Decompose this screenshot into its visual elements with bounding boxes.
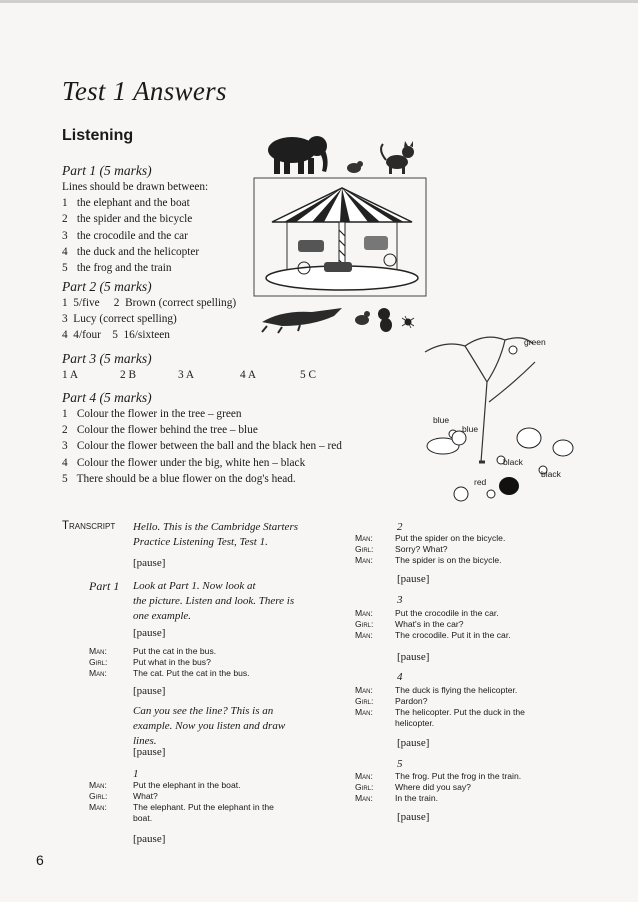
pause: [pause]: [397, 651, 430, 663]
scan-edge: [0, 0, 638, 3]
part1-block: [62, 163, 208, 276]
crocodile-icon: [262, 308, 342, 333]
list-item: 1 the elephant and the boat: [62, 197, 190, 210]
label-blue: blue: [433, 415, 450, 425]
part3-answers: [62, 367, 316, 383]
question-number: 2: [397, 521, 403, 533]
label-blue: blue: [462, 424, 479, 434]
dialogue-q4: Man: The duck is flying the helicopter. Girl: Pardon? Man: The helicopter. Put the duck in the helicopter.: [355, 685, 525, 728]
part1-intro: Lines should be drawn between:: [62, 181, 209, 193]
cat-icon: [381, 141, 414, 174]
part3-answer: 2 B: [120, 369, 137, 381]
list-item: 2 Colour the flower behind the tree – blue: [62, 424, 258, 437]
line-instructions: Can you see the line? This is an example. Now you listen and draw lines.: [133, 705, 286, 747]
label-green: green: [524, 337, 546, 347]
question-number: 4: [397, 671, 403, 683]
dialogue-q2: Man: Put the spider on the bicycle. Girl: Sorry? What? Man: The spider is on the bicycle.: [355, 533, 506, 565]
list-item: 4 Colour the flower under the big, white hen – black: [62, 456, 306, 469]
dialogue-q5: Man: The frog. Put the frog in the train. Girl: Where did you say? Man: In the train.: [355, 771, 522, 803]
section-heading: Listening: [62, 127, 134, 144]
part2-line: 4 4/four 5 16/sixteen: [62, 329, 170, 342]
dialogue-example: Man: Put the cat in the bus. Girl: Put what in the bus? Man: The cat. Put the cat in the bus.: [89, 646, 250, 678]
part1-label: Part 1: [89, 579, 120, 593]
question-number: 1: [133, 768, 139, 780]
list-item: 5 There should be a blue flower on the dog's head.: [62, 472, 296, 485]
dog-icon: [427, 431, 466, 454]
transcript-label: Transcript: [62, 520, 116, 532]
part2-line: 1 5/five 2 Brown (correct spelling): [62, 297, 237, 309]
pause: [pause]: [133, 557, 166, 569]
part2-line: 3 Lucy (correct spelling): [62, 313, 177, 326]
page-number: 6: [36, 852, 44, 868]
page-title: Test 1 Answers: [62, 76, 227, 106]
dialogue-q3: Man: Put the crocodile in the car. Girl: What's in the car? Man: The crocodile. Put it in the car.: [355, 608, 511, 640]
part4-block: [62, 390, 342, 487]
label-black: black: [541, 469, 561, 479]
pause: [pause]: [397, 811, 430, 823]
part4-heading: Part 4 (5 marks): [62, 390, 152, 405]
part1-instructions: Look at Part 1. Now look at the picture. Listen and look. There is one example.: [133, 580, 295, 622]
pause: [pause]: [133, 685, 166, 697]
label-red: red: [474, 477, 487, 487]
part2-block: [62, 279, 236, 344]
list-item: 2 the spider and the bicycle: [62, 213, 193, 226]
list-item: 5 the frog and the train: [62, 262, 172, 275]
carousel-icon: [266, 188, 418, 290]
pause: [pause]: [133, 833, 166, 845]
carousel-illustration: [242, 130, 442, 340]
bird-icon: [347, 161, 363, 173]
duck-icon: [355, 311, 370, 325]
part2-heading: Part 2 (5 marks): [62, 279, 152, 294]
dialogue-q1: Man: Put the elephant in the boat. Girl: What? Man: The elephant. Put the elephant in the boat.: [89, 780, 274, 823]
transcript-intro: Hello. This is the Cambridge Starters Practice Listening Test, Test 1.: [133, 521, 299, 548]
part1-heading: Part 1 (5 marks): [62, 163, 152, 178]
list-item: 3 the crocodile and the car: [62, 229, 188, 242]
elephant-icon: [268, 136, 328, 174]
pause: [pause]: [133, 746, 166, 758]
part3-answer: 4 A: [240, 369, 257, 381]
list-item: 4 the duck and the helicopter: [62, 245, 200, 258]
monkey-icon: [378, 308, 392, 332]
question-number: 5: [397, 758, 403, 770]
pause: [pause]: [133, 627, 166, 639]
part3-answer: 1 A: [62, 369, 79, 381]
flower-icon: [449, 346, 547, 498]
ball-icon: [454, 487, 468, 501]
part3-heading: Part 3 (5 marks): [62, 351, 152, 366]
list-item: 3 Colour the flower between the ball and the black hen – red: [62, 440, 342, 453]
pause: [pause]: [397, 737, 430, 749]
list-item: 1 Colour the flower in the tree – green: [62, 408, 242, 420]
part3-answer: 5 C: [300, 369, 317, 381]
part3-answer: 3 A: [178, 369, 195, 381]
pause: [pause]: [397, 573, 430, 585]
label-black: black: [503, 457, 523, 467]
question-number: 3: [397, 594, 403, 606]
part3-block: [62, 351, 316, 383]
